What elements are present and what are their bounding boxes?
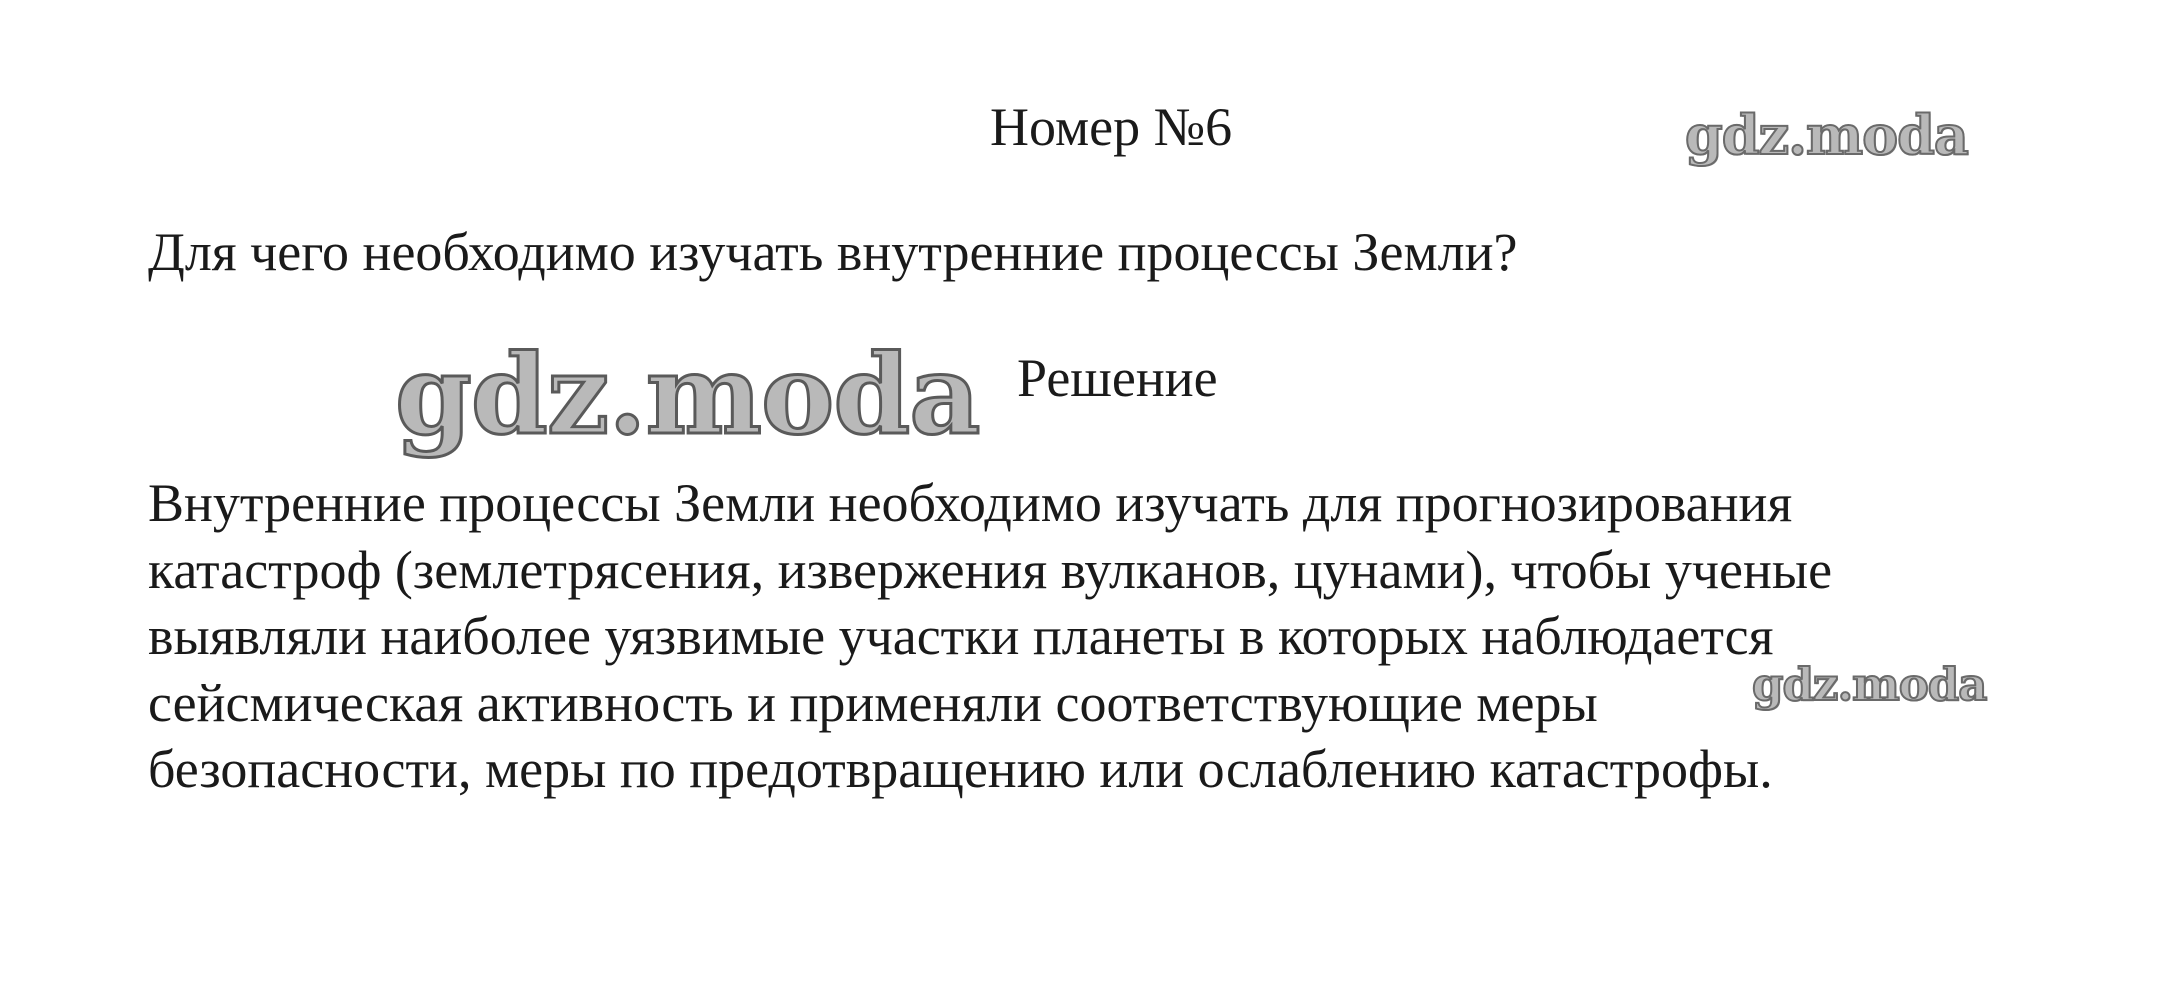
solution-line: сейсмическая активность и применяли соответствующие меры <box>148 672 1598 733</box>
task-number-heading: Номер №6 <box>990 97 1233 157</box>
solution-line: Внутренние процессы Земли необходимо изучать для прогнозирования <box>148 473 1793 533</box>
watermark-logo-middle: gdz.moda <box>395 330 980 459</box>
watermark-logo-top: gdz.moda <box>1685 103 1968 167</box>
watermark-logo-right: gdz.moda <box>1752 658 1987 711</box>
solution-line: безопасности, меры по предотвращению или ослаблению катастрофы. <box>148 739 1773 799</box>
question-text: Для чего необходимо изучать внутренние процессы Земли? <box>148 222 1518 282</box>
solution-line: катастроф (землетрясения, извержения вулканов, цунами), чтобы ученые <box>148 539 1833 600</box>
solution-heading: Решение <box>1017 348 1218 408</box>
solution-body <box>148 470 2108 803</box>
solution-line: выявляли наиболее уязвимые участки планеты в которых наблюдается <box>148 606 1774 666</box>
